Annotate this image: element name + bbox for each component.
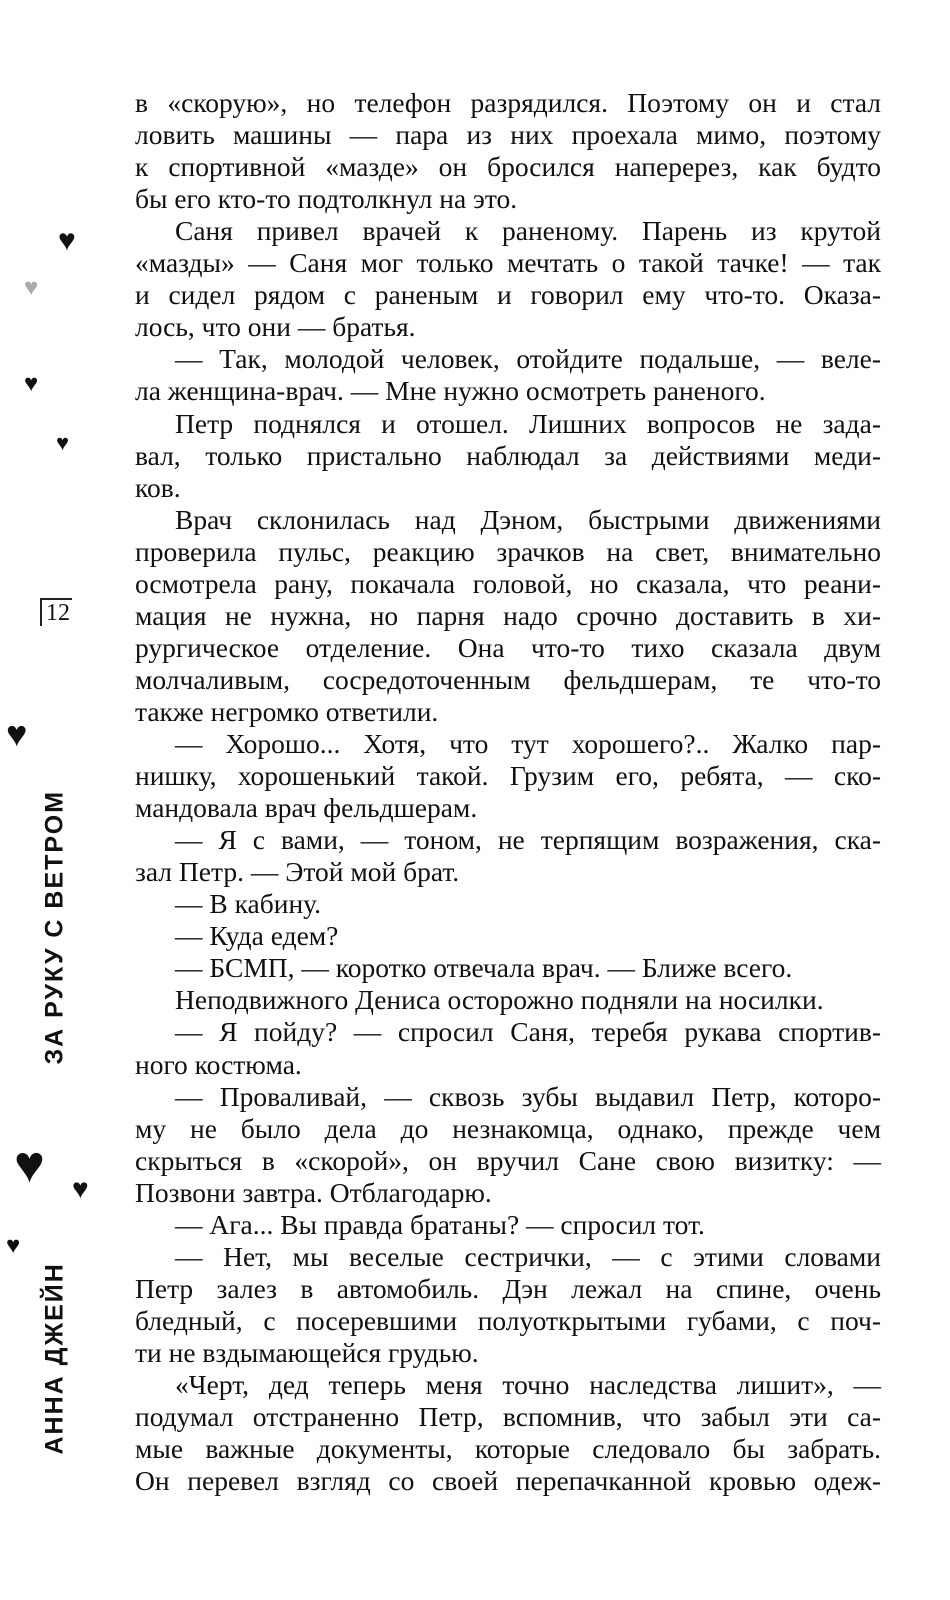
page-number: 12	[40, 598, 72, 626]
text-line: — Так, молодой человек, отойдите подальше, — веле-	[175, 343, 881, 375]
text-line: бледный, с посеревшими полуоткрытыми губами, с поч-	[135, 1304, 881, 1336]
text-line: — Ага... Вы правда братаны? — спросил тот.	[175, 1208, 705, 1240]
text-line: — Нет, мы веселые сестрички, — с этими словами	[175, 1240, 881, 1272]
text-line: также негромко ответили.	[135, 695, 439, 727]
heart-icon: ♥	[24, 371, 39, 397]
text-line: нишку, хорошенький такой. Грузим его, ребята, — ско-	[135, 760, 881, 792]
text-line: бы его кто-то подтолкнул на это.	[135, 183, 518, 215]
text-line: мые важные документы, которые следовало бы забрать.	[135, 1433, 881, 1465]
running-title: ЗА РУКУ С ВЕТРОМ	[40, 789, 69, 1065]
text-line: скрыться в «скорой», он вручил Сане свою визитку: —	[135, 1144, 881, 1176]
text-line: — Я с вами, — тоном, не терпящим возражения, ска-	[175, 824, 881, 856]
text-line: «мазды» — Саня мог только мечтать о такой тачке! — так	[135, 247, 881, 279]
text-line: ного костюма.	[135, 1048, 302, 1080]
text-line: — Проваливай, — сквозь зубы выдавил Петр, которо-	[175, 1080, 881, 1112]
text-line: Саня привел врачей к раненому. Парень из крутой	[175, 215, 881, 247]
text-line: ловить машины — пара из них проехала мимо, поэтому	[135, 119, 881, 151]
text-line: молчаливым, сосредоточенным фельдшерам, те что-то	[135, 663, 881, 695]
heart-icon: ♥	[72, 1174, 89, 1205]
heart-icon: ♥	[14, 1137, 45, 1194]
text-line: мандовала врач фельдшерам.	[135, 792, 478, 824]
text-line: Неподвижного Дениса осторожно подняли на носилки.	[175, 984, 824, 1016]
text-line: Петр залез в автомобиль. Дэн лежал на спине, очень	[135, 1272, 881, 1304]
text-line: вал, только пристально наблюдал за действиями меди-	[135, 439, 881, 471]
text-line: — В кабину.	[175, 888, 322, 920]
text-line: мация не нужна, но парня надо срочно доставить в хи-	[135, 599, 881, 631]
text-line: зал Петр. — Этой мой брат.	[135, 856, 460, 888]
text-line: Петр поднялся и отошел. Лишних вопросов не зада-	[175, 407, 881, 439]
text-line: ла женщина-врач. — Мне нужно осмотреть раненого.	[135, 375, 766, 407]
text-line: «Черт, дед теперь меня точно наследства лишит», —	[175, 1369, 881, 1400]
author-name: АННА ДЖЕЙН	[40, 1262, 69, 1455]
heart-icon: ♥	[24, 275, 39, 301]
text-line: — Хорошо... Хотя, что тут хорошего?.. Жалко пар-	[175, 728, 881, 759]
text-line: му не было дела до незнакомца, однако, прежде чем	[135, 1112, 881, 1144]
text-line: и сидел рядом с раненым и говорил ему что-то. Оказа-	[135, 279, 881, 311]
text-line: ков.	[135, 471, 181, 503]
text-line: лось, что они — братья.	[135, 311, 416, 343]
text-line: в «скорую», но телефон разрядился. Поэтому он и стал	[135, 87, 881, 118]
heart-icon: ♥	[6, 1233, 21, 1259]
heart-icon: ♥	[58, 224, 76, 257]
text-line: Позвони завтра. Отблагодарю.	[135, 1176, 492, 1208]
heart-icon: ♥	[6, 714, 28, 754]
text-line: Врач склонилась над Дэном, быстрыми движениями	[175, 503, 881, 535]
heart-icon: ♥	[56, 430, 70, 455]
text-line: подумал отстраненно Петр, вспомнив, что забыл эти са-	[135, 1401, 881, 1433]
text-line: проверила пульс, реакцию зрачков на свет, внимательно	[135, 535, 881, 567]
text-line: — БСМП, — коротко отвечала врач. — Ближе всего.	[175, 952, 793, 984]
text-line: рургическое отделение. Она что-то тихо сказала двум	[135, 631, 881, 663]
text-line: к спортивной «мазде» он бросился наперерез, как будто	[135, 151, 881, 183]
text-line: Он перевел взгляд со своей перепачканной кровью одеж-	[135, 1465, 881, 1497]
text-line: ти не вздымающейся грудью.	[135, 1336, 479, 1368]
text-line: осмотрела рану, покачала головой, но сказала, что реани-	[135, 567, 881, 599]
text-line: — Куда едем?	[175, 920, 339, 952]
text-line: — Я пойду? — спросил Саня, теребя рукава спортив-	[175, 1016, 881, 1048]
